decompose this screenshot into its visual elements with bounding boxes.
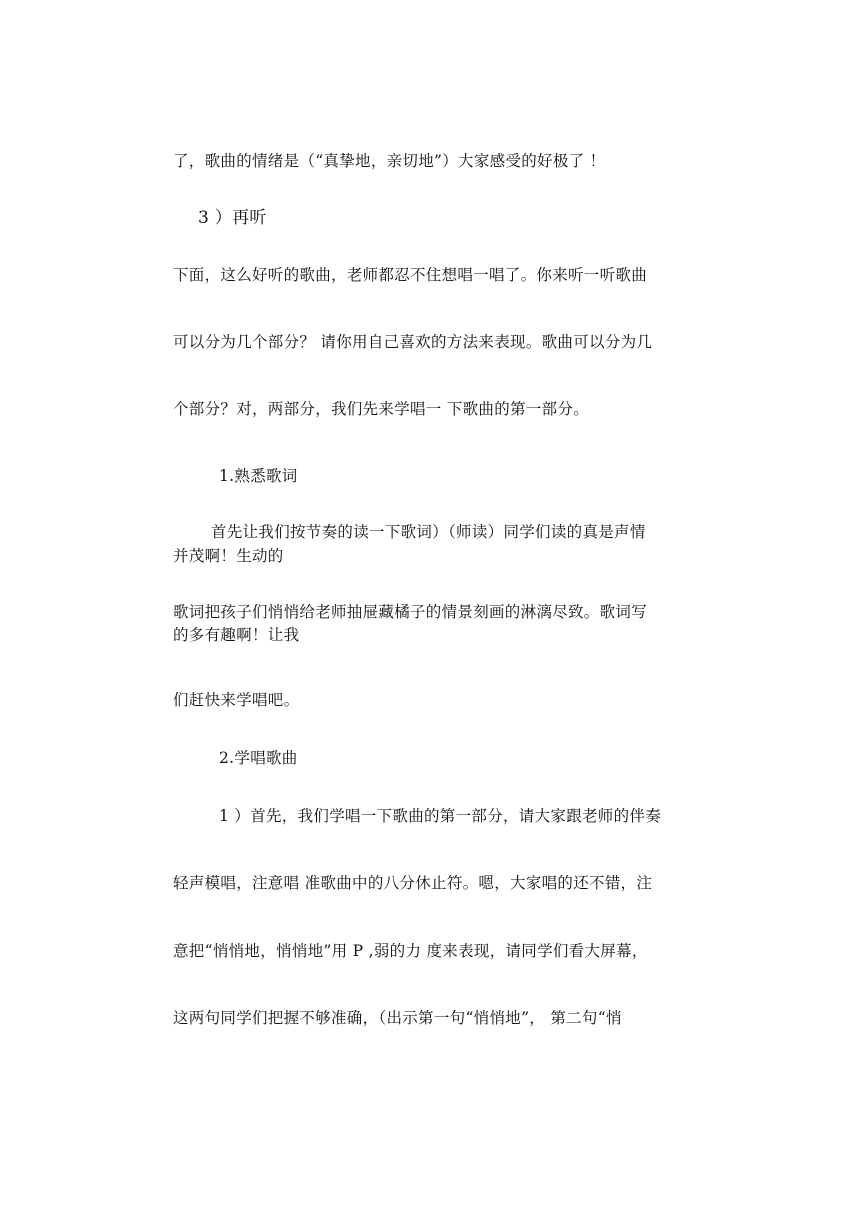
text-line: 的多有趣啊！让我 <box>173 626 300 644</box>
text-line: 可以分为几个部分？ 请你用自己喜欢的方法来表现。歌曲可以分为几 <box>173 333 653 351</box>
text-line: 轻声模唱，注意唱 准歌曲中的八分休止符。嗯，大家唱的还不错，注 <box>173 874 653 892</box>
section-item-3: 3 ）再听 <box>198 208 267 228</box>
text-line: 这两句同学们把握不够准确，（出示第一句“悄悄地”， 第二句“悄 <box>173 1009 622 1027</box>
text-line: 们赶快来学唱吧。 <box>173 691 300 709</box>
text-line: 意把“悄悄地，悄悄地”用 P ,弱的力 度来表现，请同学们看大屏幕， <box>173 942 648 960</box>
text-line: 个部分？对，两部分，我们先来学唱一 下歌曲的第一部分。 <box>173 400 590 418</box>
text-line: 下面，这么好听的歌曲，老师都忍不住想唱一唱了。你来听一听歌曲 <box>173 266 648 284</box>
section-heading: 2.学唱歌曲 <box>219 749 298 767</box>
text-line: 歌词把孩子们悄悄给老师抽屉藏橘子的情景刻画的淋漓尽致。歌词写 <box>173 603 648 621</box>
text-line: 并茂啊！生动的 <box>173 547 284 565</box>
section-heading: 1.熟悉歌词 <box>219 467 298 485</box>
text-line: 首先让我们按节奏的读一下歌词）（师读）同学们读的真是声情 <box>211 523 646 541</box>
text-line: 1 ）首先，我们学唱一下歌曲的第一部分，请大家跟老师的伴奏 <box>219 807 661 825</box>
text-line: 了，歌曲的情绪是（“真挚地，亲切地”）大家感受的好极了 ！ <box>173 152 606 170</box>
